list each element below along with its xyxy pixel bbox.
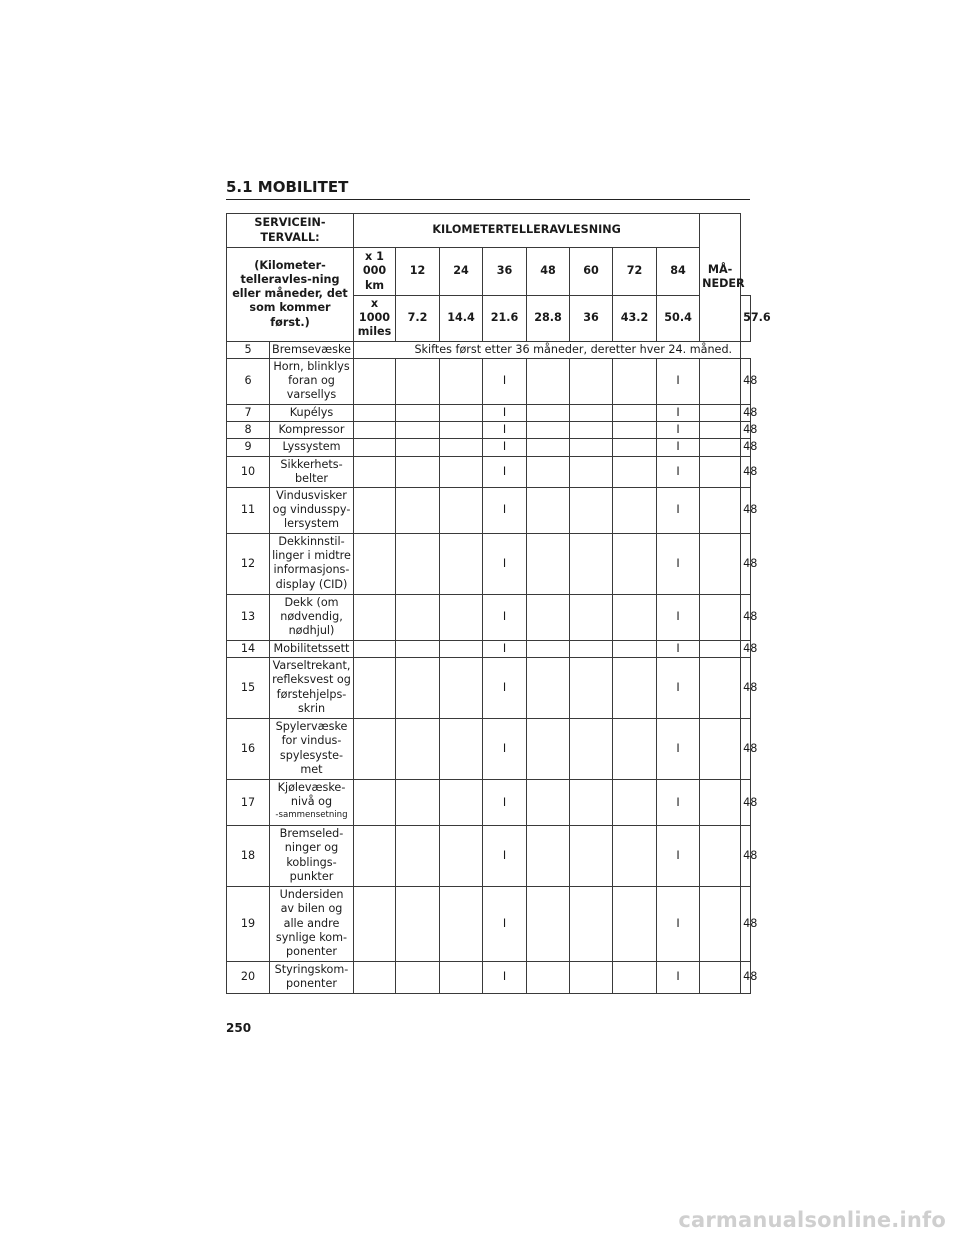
months-value: 48 [741, 422, 751, 439]
row-item: Bremseled-ninger og koblings-punkter [270, 826, 354, 887]
basis-label: (Kilometer-telleravles-ning eller måneder, det som kommer først.) [227, 248, 354, 342]
inspection-mark: I [483, 962, 527, 993]
months-value: 48 [741, 404, 751, 421]
row-number: 8 [227, 422, 270, 439]
row-item: Spylervæske for vindus-spylesyste-met [270, 719, 354, 780]
inspection-mark [527, 962, 570, 993]
inspection-mark [613, 962, 657, 993]
inspection-mark [527, 487, 570, 533]
inspection-mark [700, 358, 741, 404]
row-item: Bremsevæske [270, 341, 354, 358]
inspection-mark [440, 439, 483, 456]
inspection-mark [613, 594, 657, 640]
inspection-mark: I [483, 404, 527, 421]
inspection-mark [700, 487, 741, 533]
inspection-mark [570, 439, 613, 456]
row-note: Skiftes først etter 36 måneder, deretter hver 24. måned. [354, 341, 741, 358]
inspection-mark [527, 780, 570, 826]
inspection-mark [613, 658, 657, 719]
inspection-mark [440, 404, 483, 421]
inspection-mark [613, 640, 657, 657]
inspection-mark [527, 358, 570, 404]
inspection-mark [440, 358, 483, 404]
inspection-mark [396, 594, 440, 640]
row-item: Kupélys [270, 404, 354, 421]
inspection-mark [440, 780, 483, 826]
inspection-mark [440, 658, 483, 719]
inspection-mark [570, 826, 613, 887]
inspection-mark [570, 404, 613, 421]
empty-cell [354, 658, 396, 719]
inspection-mark [396, 358, 440, 404]
table-row [227, 780, 751, 826]
row-item: Sikkerhets-belter [270, 456, 354, 487]
km-value: 48 [527, 248, 570, 296]
km-value: 12 [396, 248, 440, 296]
mile-value: 50.4 [657, 296, 700, 342]
row-number: 20 [227, 962, 270, 993]
table-row [227, 887, 751, 962]
service-interval-table [226, 213, 771, 994]
inspection-mark [613, 887, 657, 962]
empty-cell [354, 487, 396, 533]
inspection-mark [613, 780, 657, 826]
row-item: Horn, blinklys foran og varsellys [270, 358, 354, 404]
inspection-mark [613, 456, 657, 487]
inspection-mark: I [483, 826, 527, 887]
inspection-mark [700, 439, 741, 456]
inspection-mark: I [657, 640, 700, 657]
inspection-mark [570, 487, 613, 533]
empty-cell [354, 780, 396, 826]
mile-value: 57.6 [741, 296, 751, 342]
row-item [270, 780, 354, 826]
empty-cell [354, 594, 396, 640]
table-row [227, 962, 751, 993]
interval-label: SERVICEIN-TERVALL: [227, 214, 354, 248]
inspection-mark [527, 887, 570, 962]
months-value: 48 [741, 439, 751, 456]
inspection-mark [700, 887, 741, 962]
empty-cell [354, 456, 396, 487]
table-row [227, 594, 751, 640]
km-value: 36 [483, 248, 527, 296]
inspection-mark: I [483, 594, 527, 640]
table-row [227, 456, 751, 487]
inspection-mark [570, 719, 613, 780]
row-item: Dekk (om nødvendig, nødhjul) [270, 594, 354, 640]
empty-cell [354, 719, 396, 780]
inspection-mark [700, 404, 741, 421]
inspection-mark [700, 422, 741, 439]
inspection-mark: I [657, 962, 700, 993]
watermark: carmanualsonline.info [678, 1208, 946, 1232]
inspection-mark: I [657, 780, 700, 826]
months-value: 48 [741, 456, 751, 487]
empty-cell [354, 826, 396, 887]
inspection-mark: I [657, 533, 700, 594]
inspection-mark [700, 780, 741, 826]
row-item: Dekkinnstil-linger i midtre informasjons-display (CID) [270, 533, 354, 594]
row-item: Styringskom-ponenter [270, 962, 354, 993]
row-number: 17 [227, 780, 270, 826]
inspection-mark [700, 533, 741, 594]
table-row [227, 358, 751, 404]
inspection-mark [700, 962, 741, 993]
inspection-mark: I [483, 640, 527, 657]
inspection-mark [440, 487, 483, 533]
inspection-mark [570, 962, 613, 993]
inspection-mark [700, 719, 741, 780]
inspection-mark [440, 533, 483, 594]
empty-cell [354, 962, 396, 993]
inspection-mark [396, 826, 440, 887]
inspection-mark: I [657, 439, 700, 456]
inspection-mark [396, 439, 440, 456]
inspection-mark [396, 404, 440, 421]
row-item: Mobilitetssett [270, 640, 354, 657]
km-unit: x 1 000 km [354, 248, 396, 296]
inspection-mark [396, 422, 440, 439]
months-value: 48 [741, 780, 751, 826]
inspection-mark [700, 456, 741, 487]
row-number: 19 [227, 887, 270, 962]
inspection-mark [396, 533, 440, 594]
inspection-mark [527, 826, 570, 887]
inspection-mark [440, 826, 483, 887]
empty-cell [354, 404, 396, 421]
months-value: 48 [741, 658, 751, 719]
km-value: 72 [613, 248, 657, 296]
mile-value: 21.6 [483, 296, 527, 342]
inspection-mark [527, 719, 570, 780]
inspection-mark: I [657, 719, 700, 780]
inspection-mark [396, 487, 440, 533]
inspection-mark [440, 640, 483, 657]
inspection-mark: I [483, 358, 527, 404]
inspection-mark [527, 658, 570, 719]
inspection-mark [700, 640, 741, 657]
inspection-mark [570, 780, 613, 826]
row-item: Undersiden av bilen og alle andre synlige kom-ponenter [270, 887, 354, 962]
inspection-mark [613, 439, 657, 456]
inspection-mark [570, 887, 613, 962]
row-item: Varseltrekant, refleksvest og førstehjelps-skrin [270, 658, 354, 719]
row-number: 14 [227, 640, 270, 657]
months-value: 48 [741, 358, 751, 404]
row-number: 13 [227, 594, 270, 640]
table-row [227, 826, 751, 887]
row-item: Lyssystem [270, 439, 354, 456]
inspection-mark [570, 422, 613, 439]
inspection-mark: I [657, 422, 700, 439]
inspection-mark [527, 404, 570, 421]
km-value: 24 [440, 248, 483, 296]
inspection-mark: I [483, 658, 527, 719]
inspection-mark: I [657, 404, 700, 421]
inspection-mark: I [483, 487, 527, 533]
inspection-mark: I [483, 422, 527, 439]
inspection-mark [527, 422, 570, 439]
table-row [227, 487, 751, 533]
empty-cell [354, 358, 396, 404]
inspection-mark [396, 780, 440, 826]
empty-cell [354, 422, 396, 439]
row-number: 15 [227, 658, 270, 719]
mile-value: 36 [570, 296, 613, 342]
miles-unit: x 1000 miles [354, 296, 396, 342]
inspection-mark: I [483, 887, 527, 962]
months-value: 48 [741, 533, 751, 594]
row-number: 16 [227, 719, 270, 780]
inspection-mark [440, 962, 483, 993]
table-row [227, 341, 751, 358]
inspection-mark [527, 456, 570, 487]
inspection-mark [570, 358, 613, 404]
inspection-mark [396, 962, 440, 993]
inspection-mark [570, 594, 613, 640]
inspection-mark [570, 640, 613, 657]
row-number: 5 [227, 341, 270, 358]
row-number: 10 [227, 456, 270, 487]
section-title: 5.1 MOBILITET [226, 178, 750, 200]
mile-value: 28.8 [527, 296, 570, 342]
months-value: 48 [741, 487, 751, 533]
inspection-mark: I [657, 658, 700, 719]
row-number: 9 [227, 439, 270, 456]
inspection-mark [700, 594, 741, 640]
table-row [227, 658, 751, 719]
inspection-mark [440, 887, 483, 962]
inspection-mark: I [483, 533, 527, 594]
inspection-mark: I [657, 594, 700, 640]
table-row [227, 439, 751, 456]
row-number: 7 [227, 404, 270, 421]
months-value: 48 [741, 640, 751, 657]
inspection-mark [613, 826, 657, 887]
row-item-subtext: -sammensetning [275, 809, 348, 820]
mile-value: 43.2 [613, 296, 657, 342]
row-number: 12 [227, 533, 270, 594]
empty-cell [354, 439, 396, 456]
km-value: 84 [657, 248, 700, 296]
inspection-mark [527, 439, 570, 456]
months-value: 48 [741, 887, 751, 962]
table-row [227, 640, 751, 657]
inspection-mark: I [483, 780, 527, 826]
table-row [227, 533, 751, 594]
months-value: 48 [741, 962, 751, 993]
inspection-mark [527, 640, 570, 657]
inspection-mark [396, 640, 440, 657]
table-row [227, 404, 751, 421]
inspection-mark [440, 719, 483, 780]
row-number: 6 [227, 358, 270, 404]
empty-cell [354, 887, 396, 962]
inspection-mark: I [657, 887, 700, 962]
inspection-mark [700, 658, 741, 719]
table-row [227, 422, 751, 439]
table-header-row [227, 214, 751, 248]
mile-value: 14.4 [440, 296, 483, 342]
inspection-mark: I [657, 358, 700, 404]
row-number: 18 [227, 826, 270, 887]
inspection-mark: I [483, 456, 527, 487]
row-number: 11 [227, 487, 270, 533]
inspection-mark [700, 826, 741, 887]
months-label: MÅ-NEDER [700, 214, 741, 342]
row-item-text: Kjølevæske-nivå og [277, 781, 346, 809]
inspection-mark [396, 456, 440, 487]
inspection-mark [613, 719, 657, 780]
inspection-mark: I [483, 439, 527, 456]
page-number: 250 [226, 1021, 252, 1035]
inspection-mark [570, 658, 613, 719]
km-value: 60 [570, 248, 613, 296]
table-row [227, 719, 751, 780]
months-value: 48 [741, 719, 751, 780]
row-item: Vindusvisker og vindusspy-lersystem [270, 487, 354, 533]
row-item: Kompressor [270, 422, 354, 439]
inspection-mark [440, 422, 483, 439]
inspection-mark [613, 487, 657, 533]
inspection-mark: I [657, 487, 700, 533]
inspection-mark [613, 358, 657, 404]
inspection-mark [570, 456, 613, 487]
inspection-mark [440, 594, 483, 640]
inspection-mark [396, 719, 440, 780]
odometer-label: KILOMETERTELLERAVLESNING [354, 214, 700, 248]
inspection-mark [440, 456, 483, 487]
months-value: 48 [741, 594, 751, 640]
inspection-mark: I [657, 456, 700, 487]
inspection-mark [613, 422, 657, 439]
inspection-mark [613, 404, 657, 421]
inspection-mark [396, 887, 440, 962]
km-row [227, 248, 751, 296]
inspection-mark [527, 533, 570, 594]
inspection-mark [570, 533, 613, 594]
inspection-mark: I [483, 719, 527, 780]
inspection-mark [527, 594, 570, 640]
inspection-mark [613, 533, 657, 594]
inspection-mark [396, 658, 440, 719]
inspection-mark: I [657, 826, 700, 887]
mile-value: 7.2 [396, 296, 440, 342]
months-value: 48 [741, 826, 751, 887]
empty-cell [354, 640, 396, 657]
empty-cell [354, 533, 396, 594]
